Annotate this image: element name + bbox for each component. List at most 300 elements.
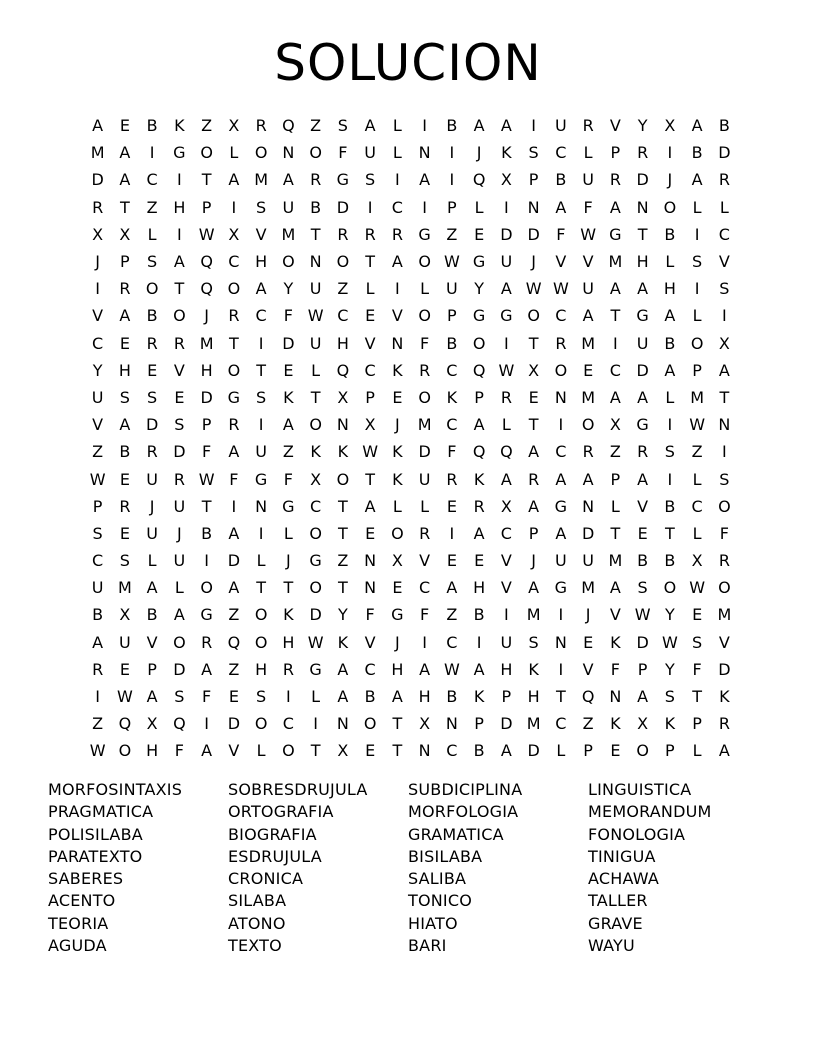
grid-letter: B: [691, 143, 703, 163]
grid-row: [84, 438, 738, 465]
grid-letter: F: [420, 333, 430, 353]
grid-letter: Q: [500, 442, 513, 462]
grid-letter: T: [283, 578, 294, 598]
grid-letter: A: [228, 442, 240, 462]
grid-letter: O: [254, 714, 268, 734]
grid-letter: L: [392, 116, 402, 136]
grid-letter: N: [309, 252, 322, 272]
word-list-item: SILABA: [228, 891, 287, 911]
grid-letter: R: [146, 333, 158, 353]
grid-letter: U: [500, 252, 513, 272]
grid-row: [84, 357, 738, 384]
grid-letter: Y: [664, 659, 675, 679]
grid-letter: U: [555, 116, 567, 136]
grid-letter: R: [337, 224, 349, 244]
grid-letter: X: [337, 741, 349, 761]
grid-letter: K: [610, 714, 621, 734]
grid-letter: F: [229, 469, 239, 489]
grid-letter: I: [667, 143, 673, 163]
grid-letter: Y: [92, 360, 103, 380]
grid-letter: N: [527, 197, 540, 217]
grid-letter: T: [365, 469, 376, 489]
grid-letter: E: [119, 116, 130, 136]
grid-letter: C: [446, 415, 458, 435]
grid-letter: H: [473, 578, 486, 598]
grid-letter: A: [691, 170, 703, 190]
grid-letter: B: [92, 605, 104, 625]
grid-letter: S: [92, 523, 103, 543]
grid-letter: C: [555, 306, 567, 326]
grid-letter: I: [449, 523, 455, 543]
grid-letter: H: [173, 197, 186, 217]
grid-letter: Z: [201, 116, 213, 136]
grid-letter: S: [528, 632, 539, 652]
grid-letter: Q: [336, 360, 350, 380]
grid-letter: R: [473, 496, 485, 516]
grid-letter: O: [581, 415, 595, 435]
word-list-item: TEXTO: [228, 936, 282, 956]
grid-letter: O: [173, 306, 186, 326]
grid-letter: J: [667, 170, 673, 190]
grid-letter: T: [174, 279, 185, 299]
grid-letter: F: [283, 469, 293, 489]
grid-row: [84, 465, 738, 492]
grid-letter: E: [174, 387, 185, 407]
grid-letter: K: [392, 442, 403, 462]
grid-letter: L: [256, 741, 266, 761]
grid-letter: O: [282, 252, 295, 272]
grid-letter: G: [227, 387, 241, 407]
grid-letter: P: [201, 415, 212, 435]
grid-letter: A: [228, 170, 240, 190]
word-list-item: CRONICA: [228, 869, 304, 889]
grid-letter: T: [610, 306, 621, 326]
grid-letter: S: [692, 632, 703, 652]
grid-letter: O: [636, 741, 649, 761]
grid-letter: Q: [581, 687, 595, 707]
grid-letter: L: [692, 306, 702, 326]
grid-letter: E: [528, 387, 539, 407]
grid-letter: P: [92, 496, 103, 516]
grid-letter: L: [311, 360, 321, 380]
grid-letter: D: [636, 632, 649, 652]
word-list-item: PARATEXTO: [48, 846, 143, 866]
grid-letter: K: [528, 659, 539, 679]
grid-letter: O: [309, 523, 322, 543]
grid-letter: I: [694, 279, 700, 299]
grid-letter: H: [636, 252, 649, 272]
grid-letter: I: [722, 306, 727, 326]
grid-letter: M: [581, 387, 596, 407]
grid-letter: E: [474, 551, 485, 571]
grid-letter: Q: [173, 714, 186, 734]
grid-letter: S: [119, 551, 130, 571]
grid-letter: W: [89, 469, 106, 489]
grid-letter: G: [636, 415, 649, 435]
grid-letter: O: [554, 360, 568, 380]
word-list: [48, 779, 768, 957]
grid-letter: X: [119, 224, 131, 244]
grid-letter: T: [337, 523, 348, 543]
grid-letter: X: [419, 714, 431, 734]
grid-letter: O: [391, 523, 404, 543]
grid-letter: K: [283, 387, 294, 407]
grid-letter: C: [228, 252, 240, 272]
grid-row: [84, 139, 738, 166]
grid-letter: A: [364, 496, 376, 516]
word-list-item: TEORIA: [48, 913, 109, 933]
grid-letter: N: [255, 496, 268, 516]
grid-letter: F: [202, 442, 212, 462]
grid-letter: E: [610, 741, 621, 761]
grid-letter: U: [309, 333, 322, 353]
grid-letter: B: [119, 442, 131, 462]
grid-row: [84, 493, 738, 520]
grid-letter: W: [307, 306, 324, 326]
grid-letter: I: [558, 415, 564, 435]
grid-letter: X: [228, 116, 240, 136]
grid-letter: B: [310, 197, 322, 217]
grid-letter: R: [609, 170, 621, 190]
grid-letter: U: [418, 469, 431, 489]
grid-letter: M: [581, 333, 596, 353]
grid-letter: I: [395, 170, 400, 190]
grid-letter: E: [119, 469, 130, 489]
grid-letter: V: [582, 252, 594, 272]
grid-letter: X: [718, 333, 730, 353]
grid-letter: T: [555, 687, 566, 707]
grid-letter: X: [337, 387, 349, 407]
grid-letter: O: [690, 333, 704, 353]
grid-letter: Z: [582, 714, 594, 734]
grid-letter: D: [200, 387, 213, 407]
grid-letter: P: [692, 360, 702, 380]
grid-letter: O: [363, 714, 377, 734]
grid-letter: L: [147, 551, 157, 571]
grid-letter: V: [92, 415, 104, 435]
grid-letter: A: [555, 469, 567, 489]
grid-letter: I: [258, 523, 264, 543]
grid-letter: A: [282, 170, 294, 190]
grid-letter: V: [92, 306, 104, 326]
grid-letter: Q: [227, 632, 241, 652]
grid-letter: L: [283, 523, 293, 543]
grid-letter: P: [501, 687, 512, 707]
grid-letter: S: [147, 252, 158, 272]
grid-letter: T: [365, 252, 376, 272]
grid-letter: Q: [118, 714, 132, 734]
grid-letter: I: [231, 496, 237, 516]
grid-letter: K: [283, 605, 294, 625]
grid-letter: S: [147, 387, 158, 407]
grid-letter: Z: [92, 442, 104, 462]
grid-letter: W: [116, 687, 133, 707]
grid-letter: A: [337, 687, 349, 707]
grid-letter: N: [609, 687, 622, 707]
grid-letter: N: [418, 143, 431, 163]
grid-letter: W: [689, 415, 706, 435]
grid-letter: O: [309, 578, 322, 598]
grid-letter: U: [636, 333, 649, 353]
grid-letter: B: [718, 116, 730, 136]
grid-letter: J: [95, 252, 100, 272]
grid-letter: K: [446, 387, 458, 407]
grid-letter: L: [365, 279, 375, 299]
grid-letter: B: [364, 687, 376, 707]
grid-letter: E: [365, 306, 376, 326]
grid-letter: S: [256, 687, 267, 707]
grid-letter: X: [691, 551, 703, 571]
grid-letter: U: [91, 387, 104, 407]
grid-letter: L: [420, 496, 430, 516]
grid-letter: O: [418, 252, 431, 272]
grid-letter: G: [173, 143, 186, 163]
grid-row: [84, 710, 738, 737]
grid-letter: J: [286, 551, 291, 571]
grid-letter: W: [443, 659, 460, 679]
grid-letter: L: [556, 741, 566, 761]
grid-letter: B: [446, 333, 458, 353]
grid-letter: B: [473, 741, 485, 761]
grid-letter: O: [718, 578, 731, 598]
grid-letter: G: [500, 306, 513, 326]
grid-letter: A: [119, 170, 131, 190]
grid-letter: C: [718, 224, 730, 244]
grid-letter: K: [473, 687, 485, 707]
grid-letter: A: [473, 659, 485, 679]
grid-letter: C: [146, 170, 158, 190]
grid-letter: U: [555, 551, 567, 571]
grid-letter: G: [282, 496, 295, 516]
grid-letter: A: [173, 252, 185, 272]
grid-letter: J: [204, 306, 209, 326]
grid-letter: B: [146, 605, 158, 625]
grid-letter: A: [228, 578, 240, 598]
grid-letter: T: [719, 387, 730, 407]
word-list-item: POLISILABA: [48, 824, 143, 844]
grid-letter: M: [281, 224, 296, 244]
grid-letter: J: [531, 252, 536, 272]
grid-letter: X: [228, 224, 240, 244]
grid-letter: E: [446, 496, 457, 516]
grid-letter: I: [504, 333, 509, 353]
grid-letter: O: [227, 279, 241, 299]
grid-letter: R: [119, 496, 131, 516]
grid-letter: W: [198, 469, 215, 489]
grid-letter: R: [446, 469, 458, 489]
word-list-item: BIOGRAFIA: [228, 824, 317, 844]
grid-letter: V: [500, 551, 512, 571]
grid-letter: D: [173, 442, 186, 462]
grid-letter: M: [608, 252, 623, 272]
word-list-item: TINIGUA: [588, 846, 656, 866]
grid-letter: A: [637, 469, 649, 489]
grid-letter: G: [636, 306, 649, 326]
grid-letter: F: [174, 741, 184, 761]
grid-letter: A: [119, 415, 131, 435]
grid-letter: U: [146, 469, 158, 489]
word-list-item: AGUDA: [48, 936, 107, 956]
word-list-item: MEMORANDUM: [588, 802, 712, 822]
grid-letter: Q: [472, 360, 486, 380]
grid-letter: X: [364, 415, 376, 435]
word-list-item: HIATO: [408, 913, 458, 933]
grid-letter: Z: [228, 605, 240, 625]
grid-letter: O: [663, 197, 677, 217]
grid-row: [84, 384, 738, 411]
grid-letter: A: [664, 360, 676, 380]
grid-letter: G: [309, 659, 322, 679]
grid-letter: I: [531, 116, 536, 136]
grid-letter: T: [256, 360, 267, 380]
grid-letter: H: [282, 632, 295, 652]
grid-letter: T: [392, 741, 403, 761]
grid-letter: L: [420, 279, 430, 299]
grid-letter: I: [149, 143, 155, 163]
grid-letter: A: [691, 116, 703, 136]
grid-letter: A: [201, 659, 213, 679]
grid-letter: E: [119, 333, 130, 353]
grid-letter: X: [92, 224, 104, 244]
grid-letter: I: [558, 605, 564, 625]
grid-letter: O: [663, 578, 677, 598]
grid-letter: U: [146, 523, 158, 543]
grid-letter: I: [422, 632, 427, 652]
grid-letter: A: [528, 578, 540, 598]
grid-letter: S: [692, 252, 703, 272]
word-list-item: BISILABA: [408, 846, 483, 866]
grid-letter: N: [718, 415, 731, 435]
grid-letter: X: [119, 605, 131, 625]
grid-letter: O: [336, 469, 350, 489]
grid-letter: Z: [691, 442, 703, 462]
grid-letter: R: [637, 442, 649, 462]
grid-letter: S: [337, 116, 348, 136]
grid-letter: N: [582, 496, 595, 516]
grid-letter: T: [392, 714, 403, 734]
letter-grid: [84, 112, 738, 765]
grid-letter: A: [473, 116, 485, 136]
grid-letter: D: [718, 659, 731, 679]
grid-letter: O: [254, 605, 268, 625]
grid-letter: N: [554, 387, 567, 407]
grid-letter: H: [255, 659, 268, 679]
grid-letter: U: [119, 632, 131, 652]
grid-letter: U: [446, 279, 458, 299]
word-list-item: SALIBA: [408, 869, 467, 889]
grid-letter: Y: [283, 279, 294, 299]
grid-letter: T: [310, 387, 321, 407]
grid-letter: N: [336, 415, 349, 435]
grid-letter: R: [92, 659, 104, 679]
grid-letter: Z: [282, 442, 294, 462]
grid-letter: I: [613, 333, 618, 353]
grid-letter: E: [637, 523, 648, 543]
grid-letter: I: [422, 197, 427, 217]
grid-letter: T: [310, 224, 321, 244]
grid-letter: M: [117, 578, 132, 598]
grid-letter: S: [256, 197, 267, 217]
grid-letter: J: [476, 143, 482, 163]
grid-letter: K: [473, 469, 485, 489]
grid-letter: E: [392, 578, 403, 598]
word-list-item: SUBDICIPLINA: [408, 780, 523, 799]
grid-letter: G: [418, 224, 431, 244]
word-list-item: LINGUISTICA: [588, 780, 692, 799]
grid-letter: U: [364, 143, 376, 163]
grid-letter: A: [473, 415, 485, 435]
grid-letter: L: [147, 224, 157, 244]
grid-row: [84, 520, 738, 547]
grid-letter: X: [637, 714, 649, 734]
grid-row: [84, 737, 738, 764]
grid-letter: H: [336, 333, 349, 353]
grid-letter: K: [392, 469, 403, 489]
grid-letter: D: [500, 714, 513, 734]
grid-row: [84, 302, 738, 329]
grid-letter: L: [610, 496, 620, 516]
grid-letter: V: [500, 578, 512, 598]
word-list-item: MORFOSINTAXIS: [48, 780, 183, 799]
grid-letter: A: [255, 279, 267, 299]
grid-letter: R: [419, 523, 431, 543]
grid-letter: M: [717, 605, 732, 625]
grid-letter: A: [609, 279, 621, 299]
grid-letter: Q: [282, 116, 295, 136]
grid-letter: A: [419, 659, 431, 679]
grid-letter: S: [528, 143, 539, 163]
grid-letter: T: [119, 197, 130, 217]
grid-letter: H: [200, 360, 213, 380]
grid-letter: N: [391, 333, 404, 353]
grid-letter: B: [146, 306, 158, 326]
grid-letter: E: [392, 387, 403, 407]
grid-letter: Z: [310, 116, 322, 136]
grid-letter: L: [229, 143, 239, 163]
grid-letter: R: [255, 116, 267, 136]
grid-letter: N: [282, 143, 295, 163]
word-list-item: MORFOLOGIA: [408, 802, 519, 822]
grid-letter: C: [446, 360, 458, 380]
grid-letter: A: [609, 578, 621, 598]
grid-letter: I: [395, 279, 400, 299]
grid-letter: R: [419, 360, 431, 380]
grid-letter: A: [282, 415, 294, 435]
grid-letter: I: [422, 116, 427, 136]
grid-row: [84, 194, 738, 221]
grid-letter: M: [526, 714, 541, 734]
grid-letter: I: [667, 415, 673, 435]
grid-letter: V: [718, 632, 730, 652]
grid-letter: W: [525, 279, 542, 299]
grid-letter: B: [664, 551, 676, 571]
grid-letter: A: [637, 387, 649, 407]
grid-letter: P: [147, 659, 157, 679]
grid-letter: R: [119, 279, 131, 299]
word-list-column: [48, 779, 228, 957]
grid-letter: K: [310, 442, 321, 462]
grid-letter: P: [474, 387, 484, 407]
grid-letter: C: [419, 578, 431, 598]
grid-letter: E: [119, 659, 130, 679]
grid-letter: L: [692, 741, 702, 761]
grid-letter: A: [528, 496, 540, 516]
grid-letter: Z: [92, 714, 104, 734]
grid-letter: V: [173, 360, 185, 380]
grid-letter: H: [255, 252, 268, 272]
grid-letter: K: [610, 632, 621, 652]
grid-row: [84, 656, 738, 683]
